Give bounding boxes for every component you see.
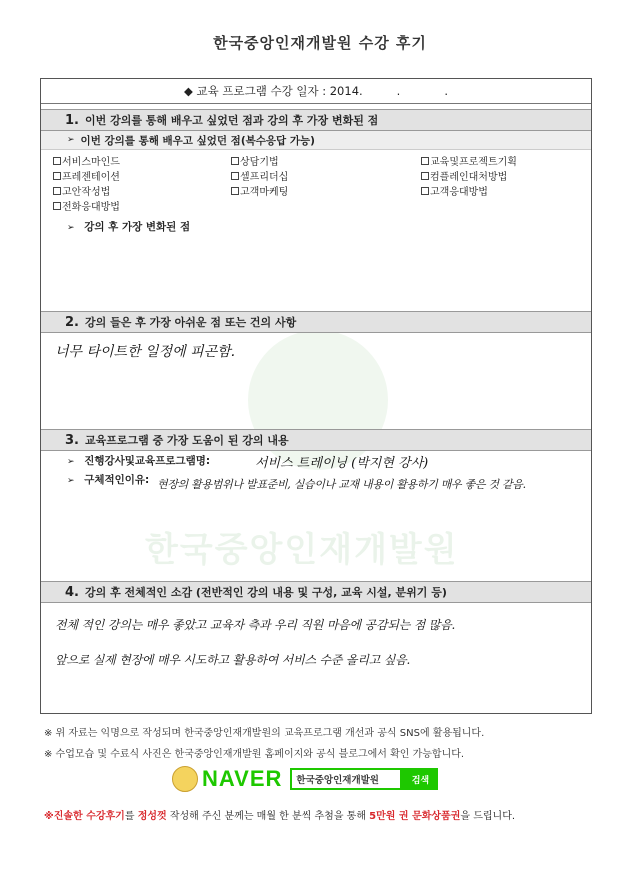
option-checkbox[interactable]: 상담기법	[231, 153, 279, 168]
section-2-answer: 너무 타이트한 일정에 피곤함.	[55, 344, 236, 360]
option-checkbox[interactable]: 교육및프로젝트기획	[421, 153, 517, 168]
option-checkbox[interactable]: 전화응대방법	[53, 198, 120, 213]
page-title: 한국중앙인재개발원 수강 후기	[213, 34, 427, 52]
naver-search-banner	[172, 765, 438, 793]
checkbox-icon	[421, 172, 429, 180]
footnote-anonymous: ※ 위 자료는 익명으로 작성되며 한국중앙인재개발원의 교육프로그램 개선과 공식 SNS에 활용됩니다.	[44, 728, 485, 739]
naver-search-input[interactable]: 한국중앙인재개발원	[290, 768, 402, 790]
footnote-photos: ※ 수업모습 및 수료식 사진은 한국중앙인재개발원 홈페이지와 공식 블로그에서 확인 가능합니다.	[44, 749, 465, 760]
arrow-icon: ➢	[67, 135, 75, 145]
arrow-icon: ➢	[67, 457, 75, 467]
section-4-answer-line-2: 앞으로 실제 현장에 매우 시도하고 활용하여 서비스 수준 올리고 싶음.	[55, 653, 411, 667]
checkbox-icon	[231, 157, 239, 165]
arrow-icon: ➢	[67, 476, 75, 486]
checkbox-icon	[53, 187, 61, 195]
option-checkbox[interactable]: 고객마케팅	[231, 183, 288, 198]
checkbox-icon	[53, 157, 61, 165]
date-dot-2: .	[444, 84, 448, 98]
section-1-heading: 1. 이번 강의를 통해 배우고 싶었던 점과 강의 후 가장 변화된 점	[41, 109, 591, 131]
naver-mascot-icon	[172, 766, 198, 792]
specific-reason-answer: 현장의 활용범위나 발표준비, 실습이나 교재 내용이 활용하기 매우 좋은 것 같음.	[157, 478, 526, 491]
checkbox-icon	[421, 187, 429, 195]
option-checkbox[interactable]: 컴플레인대처방법	[421, 168, 507, 183]
instructor-program-label: ➢ 진행강사및교육프로그램명:	[67, 455, 211, 467]
section-3-heading: 3. 교육프로그램 중 가장 도움이 된 강의 내용	[41, 429, 591, 451]
option-checkbox[interactable]: 셀프리더십	[231, 168, 288, 183]
checkbox-icon	[231, 172, 239, 180]
section-1-change-label: ➢ 강의 후 가장 변화된 점	[67, 221, 191, 233]
option-checkbox[interactable]: 서비스마인드	[53, 153, 120, 168]
arrow-icon: ➢	[67, 223, 75, 233]
promo-notice: ※진솔한 수강후기를 정성껏 작성해 주신 분께는 매월 한 분씩 추첨을 통해 5만원 권 문화상품권을 드립니다.	[44, 811, 516, 822]
naver-logo: NAVER	[202, 766, 283, 791]
course-date-row	[41, 79, 591, 104]
option-checkbox[interactable]: 프레젠테이션	[53, 168, 120, 183]
instructor-program-answer: 서비스 트레이닝 (박지현 강사)	[255, 456, 429, 471]
checkbox-icon	[53, 172, 61, 180]
specific-reason-label: ➢ 구체적인이유:	[67, 474, 150, 486]
checkbox-icon	[53, 202, 61, 210]
section-1-sub-heading: ➢ 이번 강의를 통해 배우고 싶었던 점(복수응답 가능)	[41, 131, 591, 150]
naver-search-button[interactable]: 검색	[402, 768, 438, 790]
section-4-heading: 4. 강의 후 전체적인 소감 (전반적인 강의 내용 및 구성, 교육 시설, 분위기 등)	[41, 581, 591, 603]
section-4-answer-line-1: 전체 적인 강의는 매우 좋았고 교육자 측과 우리 직원 마음에 공감되는 점 많음.	[55, 618, 456, 632]
date-dot-1: .	[396, 84, 401, 98]
option-checkbox[interactable]: 고안작성법	[53, 183, 110, 198]
section-2-heading: 2. 강의 들은 후 가장 아쉬운 점 또는 건의 사항	[41, 311, 591, 333]
checkbox-icon	[231, 187, 239, 195]
review-form	[40, 78, 592, 714]
course-date-label: ◆ 교육 프로그램 수강 일자 : 2014.	[184, 84, 363, 98]
option-checkbox[interactable]: 고객응대방법	[421, 183, 488, 198]
watermark-text: 한국중앙인재개발원	[145, 530, 459, 570]
checkbox-icon	[421, 157, 429, 165]
